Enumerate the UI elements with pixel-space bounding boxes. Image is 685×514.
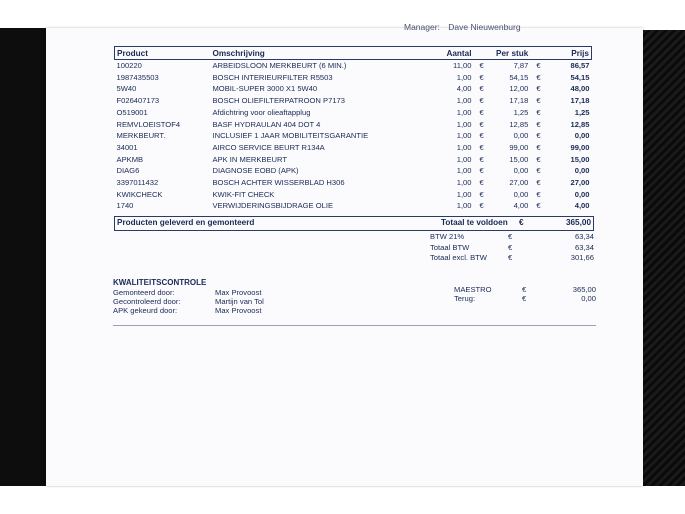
currency-symbol: € [536,142,541,152]
manager-line [404,22,527,32]
currency-symbol: € [479,84,484,94]
table-row [115,60,592,72]
background-right [643,30,685,486]
product-code: O519001 [116,107,148,117]
currency-symbol: € [536,96,541,106]
table-row [115,95,592,107]
quality-control [113,278,293,315]
quality-title: KWALITEITSCONTROLE [113,278,207,287]
total-currency: € [519,218,524,227]
table-header-row [115,47,592,60]
quantity: 1,00 [456,154,472,164]
vat-row: Totaal excl. BTW € 301,66 [430,253,594,262]
currency-symbol: € [479,107,484,117]
description: KWIK-FIT CHECK [212,189,275,199]
description: BASF HYDRAULAN 404 DOT 4 [212,119,321,129]
product-code: 3397011432 [116,178,159,188]
description: ARBEIDSLOON MERKBEURT (6 MIN.) [212,61,347,70]
currency-symbol: € [536,201,541,211]
product-code: 1987435503 [116,72,159,82]
vat-row: Totaal BTW € 63,34 [430,242,594,252]
unit-price: 27,00 [509,178,529,188]
currency-symbol: € [479,72,484,82]
currency-symbol: € [479,178,484,188]
table-row [115,154,592,166]
product-code: KWIKCHECK [116,189,163,199]
manager-label: Manager: [404,22,440,32]
currency-symbol: € [479,96,484,106]
invoice-table [114,46,592,212]
currency-symbol: € [479,201,484,211]
col-product: Product [115,47,211,60]
line-price: 86,57 [570,61,590,70]
table-row [115,119,592,131]
description: AIRCO SERVICE BEURT R134A [212,142,325,152]
line-price: 0,00 [574,189,590,199]
quantity: 1,00 [456,107,472,117]
total-label: Totaal te voldoen [441,218,508,227]
table-row [115,72,592,84]
product-code: APKMB [116,154,144,164]
currency-symbol: € [479,166,484,176]
currency-symbol: € [536,178,541,188]
product-code: 100220 [116,61,142,70]
table-row [115,189,592,201]
table-row [115,177,592,189]
currency-symbol: € [536,189,541,199]
invoice-table-wrap [114,46,592,212]
payment-summary [454,285,596,303]
col-qty: Aantal [436,47,478,60]
currency-symbol: € [536,154,541,164]
unit-price: 15,00 [509,154,529,164]
table-row [115,107,592,119]
quality-row: Gecontroleerd door: Martijn van Tol [113,297,264,306]
line-price: 1,25 [574,107,590,117]
quantity: 1,00 [456,201,472,211]
quantity: 1,00 [456,178,472,188]
product-code: MERKBEURT. [116,131,166,141]
currency-symbol: € [479,119,484,129]
unit-price: 7,87 [513,61,529,70]
unit-price: 54,15 [509,72,529,82]
currency-symbol: € [479,142,484,152]
quantity: 4,00 [456,84,472,94]
col-price: Prijs [550,47,592,60]
description: BOSCH ACHTER WISSERBLAD H306 [212,178,345,188]
unit-price: 99,00 [509,142,529,152]
unit-price: 1,25 [513,107,529,117]
currency-symbol: € [479,61,484,70]
currency-symbol: € [536,84,541,94]
quantity: 1,00 [456,131,472,141]
quantity: 1,00 [456,119,472,129]
currency-symbol: € [536,61,541,70]
line-price: 27,00 [570,178,590,188]
product-code: REMVLOEISTOF4 [116,119,181,129]
table-row [115,83,592,95]
quantity: 1,00 [456,96,472,106]
product-code: F026407173 [116,96,160,106]
unit-price: 0,00 [513,131,529,141]
payment-row: Terug: € 0,00 [454,294,596,303]
quantity: 1,00 [456,72,472,82]
line-price: 99,00 [570,142,590,152]
payment-row: MAESTRO € 365,00 [454,285,596,294]
currency-symbol: € [536,166,541,176]
unit-price: 12,85 [509,119,529,129]
unit-price: 4,00 [513,201,529,211]
total-box [114,216,594,231]
description: DIAGNOSE EOBD (APK) [212,166,299,176]
quantity: 11,00 [453,61,472,70]
currency-symbol: € [479,154,484,164]
col-unit: Per stuk [491,47,530,60]
delivered-label: Producten geleverd en gemonteerd [117,218,255,227]
table-body [115,60,592,213]
quantity: 1,00 [456,166,472,176]
description: VERWIJDERINGSBIJDRAGE OLIE [212,201,334,211]
currency-symbol: € [536,119,541,129]
product-code: 5W40 [116,84,137,94]
background-left [0,28,46,486]
col-description: Omschrijving [210,47,435,60]
line-price: 15,00 [570,154,590,164]
line-price: 54,15 [570,72,590,82]
table-row [115,200,592,212]
line-price: 12,85 [570,119,590,129]
quality-row: Gemonteerd door: Max Provoost [113,288,262,297]
description: Afdichtring voor olieaftapplug [212,107,311,117]
unit-price: 0,00 [513,166,529,176]
product-code: DIAG6 [116,166,140,176]
table-row [115,130,592,142]
currency-symbol: € [479,189,484,199]
line-price: 48,00 [570,84,590,94]
table-row [115,165,592,177]
currency-symbol: € [536,131,541,141]
unit-price: 17,18 [509,96,529,106]
line-price: 17,18 [570,96,590,106]
unit-price: 0,00 [513,189,529,199]
product-code: 34001 [116,142,138,152]
quality-row: APK gekeurd door: Max Provoost [113,306,262,315]
table-row [115,142,592,154]
product-code: 1740 [116,201,134,211]
quantity: 1,00 [456,142,472,152]
description: MOBIL-SUPER 3000 X1 5W40 [212,84,318,94]
description: BOSCH INTERIEURFILTER R5503 [212,72,333,82]
total-value: 365,00 [565,218,591,227]
vat-row: BTW 21% € 63,34 [430,232,594,241]
description: APK IN MERKBEURT [212,154,288,164]
description: INCLUSIEF 1 JAAR MOBILITEITSGARANTIE [212,131,369,141]
line-price: 0,00 [574,166,590,176]
quantity: 1,00 [456,189,472,199]
divider-line [113,325,596,326]
manager-name: Dave Nieuwenburg [448,22,521,32]
vat-summary [430,232,594,264]
unit-price: 12,00 [509,84,529,94]
currency-symbol: € [479,131,484,141]
currency-symbol: € [536,107,541,117]
description: BOSCH OLIEFILTERPATROON P7173 [212,96,345,106]
line-price: 4,00 [574,201,590,211]
line-price: 0,00 [574,131,590,141]
currency-symbol: € [536,72,541,82]
